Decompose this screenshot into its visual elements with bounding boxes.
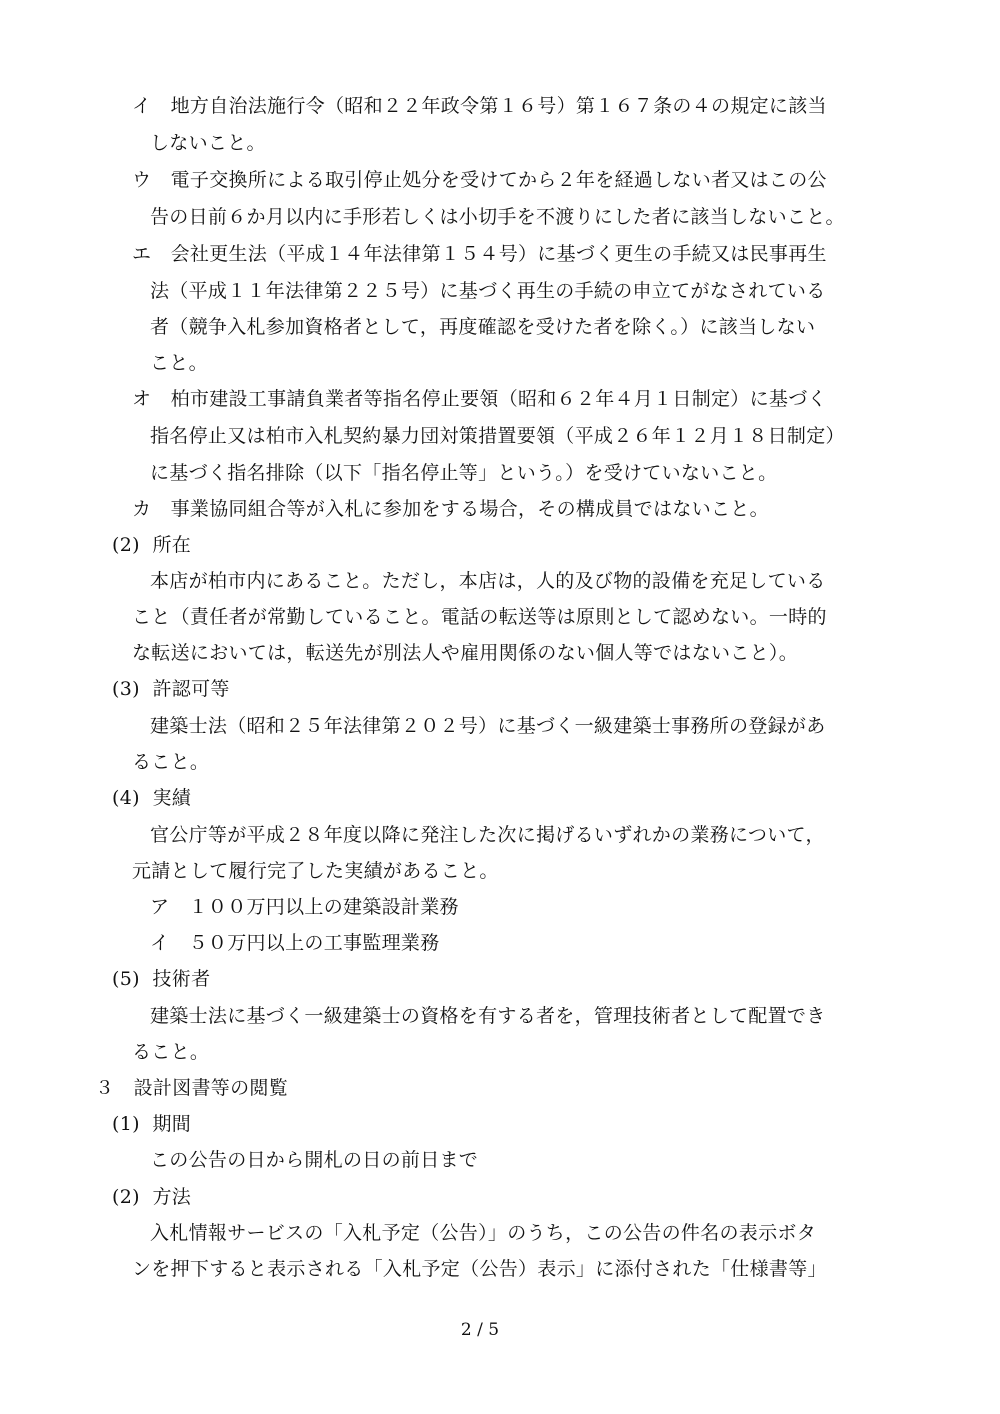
item-o-line-3: に基づく指名排除（以下「指名停止等」という。）を受けていないこと。 <box>150 462 778 484</box>
section-method-line-2: ンを押下すると表示される「入札予定（公告）表示」に添付された「仕様書等」 <box>132 1258 827 1280</box>
item-e-line-3: 者（競争入札参加資格者として，再度確認を受けた者を除く。）に該当しない <box>150 316 816 338</box>
section-period-heading: (1) 期間 <box>112 1113 192 1135</box>
item-e-line-2: 法（平成１１年法律第２２５号）に基づく再生の手続の申立てがなされている <box>150 280 826 302</box>
section-location-line-1: 本店が柏市内にあること。ただし，本店は，人的及び物的設備を充足している <box>150 570 826 592</box>
item-ka-line-1: カ 事業協同組合等が入札に参加をする場合，その構成員ではないこと。 <box>132 498 769 520</box>
item-i-line-1: イ 地方自治法施行令（昭和２２年政令第１６号）第１６７条の４の規定に該当 <box>132 95 827 117</box>
item-u-line-1: ウ 電子交換所による取引停止処分を受けてから２年を経過しない者又はこの公 <box>132 169 827 191</box>
section-license-line-2: ること。 <box>132 751 210 773</box>
section-license-heading: (3) 許認可等 <box>112 678 230 700</box>
section-record-subitem-i: イ ５０万円以上の工事監理業務 <box>150 932 440 954</box>
section-location-heading: (2) 所在 <box>112 534 192 556</box>
section-record-heading: (4) 実績 <box>112 787 192 809</box>
section-location-line-2: こと（責任者が常勤していること。電話の転送等は原則として認めない。一時的 <box>132 606 827 628</box>
item-u-line-2: 告の日前６か月以内に手形若しくは小切手を不渡りにした者に該当しないこと。 <box>150 206 845 228</box>
section-method-line-1: 入札情報サービスの「入札予定（公告）」のうち，この公告の件名の表示ボタ <box>150 1222 817 1244</box>
section-license-line-1: 建築士法（昭和２５年法律第２０２号）に基づく一級建築士事務所の登録があ <box>150 715 826 737</box>
section-record-line-2: 元請として履行完了した実績があること。 <box>132 860 499 882</box>
item-e-line-4: こと。 <box>150 352 208 374</box>
item-i-line-2: しないこと。 <box>150 132 266 154</box>
section-period-line-1: この公告の日から開札の日の前日まで <box>150 1149 479 1171</box>
section-engineer-line-2: ること。 <box>132 1041 210 1063</box>
chapter-3-heading: ３ 設計図書等の閲覧 <box>95 1077 289 1099</box>
item-e-line-1: エ 会社更生法（平成１４年法律第１５４号）に基づく更生の手続又は民事再生 <box>132 243 827 265</box>
section-record-line-1: 官公庁等が平成２８年度以降に発注した次に掲げるいずれかの業務について， <box>150 824 825 846</box>
item-o-line-1: オ 柏市建設工事請負業者等指名停止要領（昭和６２年４月１日制定）に基づく <box>132 388 827 410</box>
section-method-heading: (2) 方法 <box>112 1186 192 1208</box>
item-o-line-2: 指名停止又は柏市入札契約暴力団対策措置要領（平成２６年１２月１８日制定） <box>150 425 845 447</box>
section-location-line-3: な転送においては，転送先が別法人や雇用関係のない個人等ではないこと）。 <box>132 642 799 664</box>
section-engineer-heading: (5) 技術者 <box>112 968 211 990</box>
section-engineer-line-1: 建築士法に基づく一級建築士の資格を有する者を，管理技術者として配置でき <box>150 1005 826 1027</box>
section-record-subitem-a: ア １００万円以上の建築設計業務 <box>150 896 459 918</box>
page-number: 2 / 5 <box>460 1320 500 1340</box>
